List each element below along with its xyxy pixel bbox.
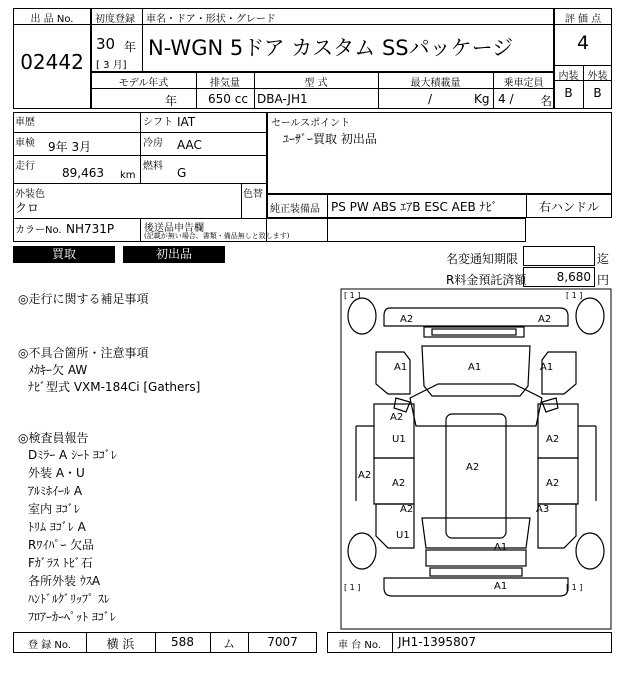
capacity: 4 / [498, 92, 514, 106]
damage-mark: A1 [494, 581, 508, 592]
type-label: 型 式 [304, 78, 328, 89]
interior-label: 内装 [558, 71, 579, 82]
damage-mark: A2 [400, 504, 414, 515]
score-label: 評 価 点 [564, 14, 602, 25]
first-reg-month: [ 3 月] [96, 60, 127, 71]
damage-mark: A2 [392, 478, 406, 489]
displacement-label: 排気量 [210, 78, 240, 89]
max-load-sep: / [428, 92, 433, 106]
chassis-number: JH1-1395807 [398, 635, 476, 649]
inspector-line: ﾄﾘﾑ ﾖｺﾞﾚ A [28, 520, 86, 534]
exterior-color-label: 外装色 [15, 189, 45, 200]
yen-unit: 円 [597, 273, 610, 287]
equipment: PS PW ABS ｴｱB ESC AEB ﾅﾋﾞ [331, 200, 498, 214]
inspector-line: ﾌﾛｱｰｶｰﾍﾟｯﾄ ﾖｺﾞﾚ [28, 610, 116, 624]
deadline-label: 名変通知期限 [446, 252, 519, 266]
inspector-line: Fｶﾞﾗｽ ﾄﾋﾞ石 [28, 556, 93, 570]
ac: AAC [177, 138, 202, 152]
inspector-line: Dﾐﾗｰ A ｼｰﾄ ﾖｺﾞﾚ [28, 448, 117, 462]
type: DBA-JH1 [257, 92, 308, 106]
reg-label: 登 録 No. [28, 640, 71, 651]
tire-front-left [348, 298, 376, 334]
tag-first: 初出品 [123, 246, 225, 263]
deadline-suffix: 迄 [597, 252, 610, 266]
color-no: NH731P [66, 222, 115, 236]
exterior-color: クロ [15, 201, 40, 215]
aftermarket-label: 後送品申告欄 [144, 223, 204, 234]
damage-mark: A3 [536, 504, 550, 515]
shift: IAT [177, 115, 196, 129]
mileage: 89,463 [62, 166, 104, 180]
model-year-label: モデル年式 [118, 78, 169, 89]
aftermarket-note: (記載が無い場合、書類・備品無しと致します) [144, 232, 290, 240]
inspector-line: Rﾜｲﾊﾟｰ 欠品 [28, 538, 95, 552]
tire-front-right [576, 298, 604, 334]
damage-mark: U1 [392, 434, 406, 445]
reg-number: 7007 [267, 635, 298, 649]
damage-mark: A1 [394, 362, 408, 373]
inspector-line: ｱﾙﾐﾎｲｰﾙ A [28, 484, 83, 498]
history-label: 車歴 [15, 117, 35, 128]
model-year-unit: 年 [165, 94, 178, 108]
damage-mark: A2 [538, 314, 552, 325]
damage-mark: A1 [494, 542, 508, 553]
damage-mark: A2 [390, 412, 404, 423]
capacity-unit: 名 [540, 94, 553, 108]
car-name-label: 車名・ドア・形状・グレード [146, 14, 276, 25]
inspector-line: 外装 A・U [28, 466, 85, 480]
damage-mark: A1 [468, 362, 482, 373]
lot-label: 出 品 No. [30, 14, 74, 25]
inspector-line: ﾊﾝﾄﾞﾙｸﾞﾘｯﾌﾟ ｽﾚ [28, 592, 110, 606]
inspection: 9年 3月 [48, 140, 92, 154]
inspector-line: 室内 ﾖｺﾞﾚ [28, 502, 80, 516]
reg-area: 横 浜 [106, 637, 135, 651]
tag-buy: 買取 [13, 246, 115, 263]
color-change-label: 色替 [243, 189, 263, 200]
defect-line: ﾅﾋﾞ型式 VXM-184Ci [Gathers] [28, 380, 201, 394]
tire-rear-right [576, 533, 604, 569]
max-load-unit: Kg [474, 92, 490, 106]
equipment-label: 純正装備品 [270, 204, 320, 215]
capacity-label: 乗車定員 [503, 78, 544, 89]
inspection-label: 車検 [15, 138, 35, 149]
damage-mark: A2 [466, 462, 480, 473]
mileage-label: 走行 [15, 161, 35, 172]
fuel: G [177, 166, 187, 180]
mileage-unit: km [120, 170, 136, 181]
color-no-label: カラーNo. [15, 225, 62, 236]
car-condition-diagram [340, 286, 612, 632]
first-reg-year: 30 [96, 35, 116, 53]
damage-mark: A1 [540, 362, 554, 373]
inspector-line: 各所外装 ｳｽA [28, 574, 101, 588]
recycle-amount: 8,680 [556, 270, 591, 284]
exterior-label: 外装 [587, 71, 608, 82]
fuel-label: 燃料 [143, 161, 163, 172]
damage-mark: A2 [400, 314, 414, 325]
damage-mark: U1 [396, 530, 410, 541]
defect-title: ◎不具合箇所・注意事項 [18, 346, 149, 360]
steering: 右ハンドル [538, 200, 599, 214]
tire-label-fr: [ 1 ] [566, 291, 583, 300]
defect-line: ﾒｶｷｰ欠 AW [28, 363, 88, 377]
reg-kana: ム [222, 637, 235, 651]
lot-number: 02442 [20, 50, 84, 74]
sales-point: ﾕｰｻﾞｰ買取 初出品 [283, 132, 377, 146]
deadline-field [523, 246, 595, 266]
car-name: N-WGN 5ドア カスタム SSパッケージ [148, 36, 514, 60]
sales-point-label: セールスポイント [271, 118, 351, 129]
max-load-label: 最大積載量 [410, 78, 461, 89]
damage-mark: A2 [358, 470, 372, 481]
score-value: 4 [576, 32, 590, 54]
first-reg-label: 初度登録 [95, 14, 135, 25]
inspector-title: ◎検査員報告 [18, 431, 89, 445]
damage-mark: A2 [546, 434, 560, 445]
chassis-label: 車 台 No. [338, 640, 381, 651]
exterior-grade: B [593, 86, 602, 100]
tire-label-rr: [ 1 ] [566, 583, 583, 592]
shift-label: シフト [143, 117, 173, 128]
interior-grade: B [564, 86, 573, 100]
supplement-title: ◎走行に関する補足事項 [18, 292, 149, 306]
displacement: 650 cc [208, 92, 248, 106]
tire-rear-left [348, 533, 376, 569]
reg-class: 588 [171, 635, 194, 649]
damage-mark: A2 [546, 478, 560, 489]
ac-label: 冷房 [143, 138, 163, 149]
tire-label-fl: [ 1 ] [344, 291, 361, 300]
tire-label-rl: [ 1 ] [344, 583, 361, 592]
year-unit: 年 [124, 40, 137, 54]
recycle-label: R料金預託済額 [446, 273, 527, 287]
